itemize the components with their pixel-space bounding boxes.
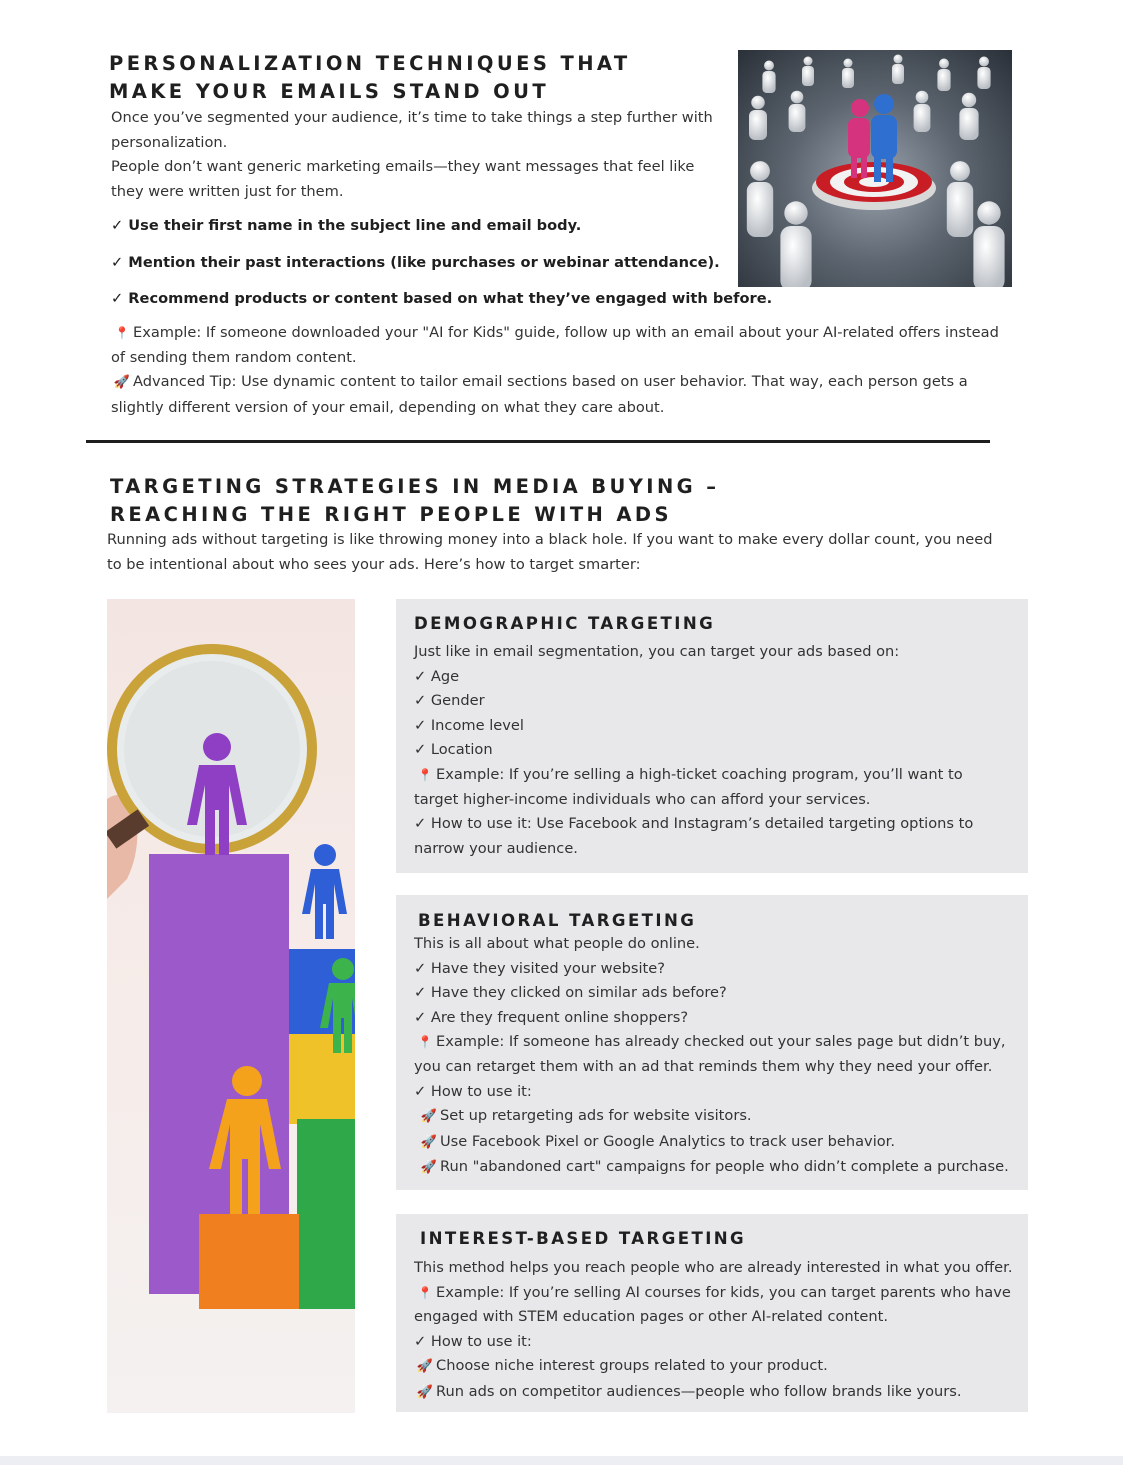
- section1-tip: 🚀 Advanced Tip: Use dynamic content to tailor email sections based on user behavior. That way, each person gets a slightly different version of your email, depending on what they care about.: [111, 373, 968, 416]
- footer-bar: [0, 1456, 1123, 1465]
- target-crowd-illustration: [738, 50, 1012, 287]
- demographic-item: ✓ Location: [414, 741, 493, 759]
- pin-icon: 📍: [114, 326, 130, 340]
- behavioral-item: ✓ Are they frequent online shoppers?: [414, 1008, 689, 1026]
- demographic-body: Just like in email segmentation, you can target your ads based on: ✓ Age ✓ Gender ✓ Income level ✓ Location 📍 Example: If you’re selling a high-ticket coaching program, you’ll want to target higher-income individuals who can afford your services. ✓ How to use it: Use Facebook and Instagram’s detailed targeting options to narrow your audience.: [414, 643, 974, 857]
- section2-intro: Running ads without targeting is like throwing money into a black hole. If you want to make every dollar count, you need to be intentional about who sees your ads. Here’s how to target smarter:: [107, 531, 993, 573]
- rocket-icon: 🚀: [420, 1160, 438, 1176]
- demographic-item: ✓ Gender: [414, 692, 485, 710]
- rocket-icon: 🚀: [113, 375, 131, 390]
- behavioral-item: ✓ Have they clicked on similar ads before?: [414, 984, 727, 1002]
- demographic-item: ✓ Income level: [414, 716, 524, 734]
- rocket-icon: 🚀: [416, 1359, 434, 1375]
- target-crowd-image: [738, 50, 1012, 287]
- bullet-past-interactions: ✓ Mention their past interactions (like purchases or webinar attendance).: [111, 254, 720, 271]
- interest-card: [396, 1214, 1028, 1412]
- magnifier-figures-image: [107, 599, 355, 1413]
- pin-icon: 📍: [417, 1285, 433, 1300]
- interest-title: INTEREST-BASED TARGETING: [420, 1229, 747, 1248]
- behavioral-body: This is all about what people do online. ✓ Have they visited your website? ✓ Have they clicked on similar ads before? ✓ Are they frequent online shoppers? 📍 Example: If someone has already checked out your sales page but didn’t buy, you can retarget them with an ad that reminds them why they need your offer. ✓ How to use it: 🚀 Set up retargeting ads for website visitors. 🚀 Use Facebook Pixel or Google Analytics to track user behavior. 🚀 Run "abandoned cart" campaigns for people who didn’t complete a purchase.: [414, 932, 1009, 1181]
- section-divider: [86, 440, 990, 443]
- interest-body: This method helps you reach people who are already interested in what you offer. 📍 Example: If you’re selling AI courses for kids, you can target parents who have engaged with STEM education pages or other AI-related content. ✓ How to use it: 🚀 Choose niche interest groups related to your product. 🚀 Run ads on competitor audiences—people who follow brands like yours.: [414, 1256, 1012, 1406]
- rocket-icon: 🚀: [416, 1384, 434, 1400]
- rocket-icon: 🚀: [420, 1134, 438, 1150]
- rocket-icon: 🚀: [420, 1109, 438, 1125]
- section2-title: TARGETING STRATEGIES IN MEDIA BUYING – REACHING THE RIGHT PEOPLE WITH ADS: [110, 475, 720, 526]
- pin-icon: 📍: [417, 767, 433, 782]
- bullet-recommend: ✓ Recommend products or content based on what they’ve engaged with before.: [111, 290, 773, 307]
- behavioral-card: [396, 895, 1028, 1190]
- bullet-first-name: ✓ Use their first name in the subject line and email body.: [111, 217, 582, 234]
- section1-example: 📍 Example: If someone downloaded your "AI for Kids" guide, follow up with an email about your AI-related offers instead of sending them random content.: [111, 321, 999, 370]
- demographic-item: ✓ Age: [414, 667, 460, 685]
- demographic-card: [396, 599, 1028, 873]
- behavioral-title: BEHAVIORAL TARGETING: [418, 911, 697, 930]
- section1-title: PERSONALIZATION TECHNIQUES THAT MAKE YOUR EMAILS STAND OUT: [109, 52, 631, 103]
- demographic-title: DEMOGRAPHIC TARGETING: [414, 614, 716, 633]
- magnifier-figures-illustration: [107, 599, 355, 1413]
- pin-icon: 📍: [417, 1035, 433, 1050]
- section1-intro: Once you’ve segmented your audience, it’s time to take things a step further with personalization. People don’t want generic marketing emails—they want messages that feel like they were written just for them.: [111, 109, 713, 200]
- behavioral-item: ✓ Have they visited your website?: [414, 959, 665, 977]
